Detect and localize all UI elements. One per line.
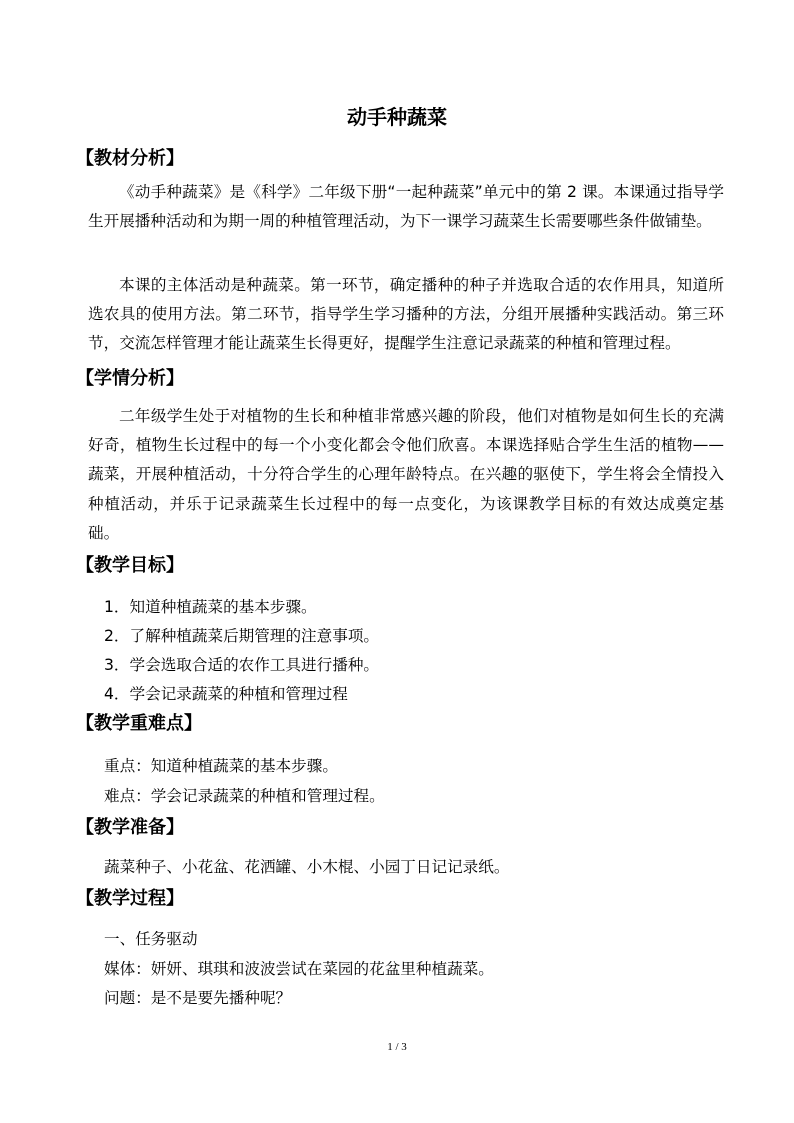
process-step: 一、任务驱动 bbox=[104, 930, 198, 948]
goal-item-3: 3．学会选取合适的农作工具进行播种。 bbox=[104, 656, 380, 674]
learners-paragraph: 二年级学生处于对植物的生长和种植非常感兴趣的阶段，他们对植物是如何生长的充满好奇，植物生长过程中的每一个小变化都会令他们欣喜。本课选择贴合学生生活的植物——蔬菜，开展种植活动，十分符合学生的心理年龄特点。在兴趣的驱使下，学生将会全情投入种植活动，并乐于记录蔬菜生长过程中的每一点变化，为该课教学目标的有效达成奠定基础。 bbox=[88, 407, 724, 542]
process-media: 媒体：妍妍、琪琪和波波尝试在菜园的花盆里种植蔬菜。 bbox=[104, 960, 494, 978]
materials-paragraph-2: 本课的主体活动是种蔬菜。第一环节，确定播种的种子并选取合适的农作用具，知道所选农具的使用方法。第二环节，指导学生学习播种的方法，分组开展播种实践活动。第三环节，交流怎样管理才能让蔬菜生长得更好，提醒学生注意记录蔬菜的种植和管理过程。 bbox=[88, 276, 724, 353]
materials-paragraph-1: 《动手种蔬菜》是《科学》二年级下册“一起种蔬菜”单元中的第 2 课。本课通过指导学生开展播种活动和为期一周的种植管理活动，为下一课学习蔬菜生长需要哪些条件做铺垫。 bbox=[88, 183, 724, 231]
section-heading-process: 【教学过程】 bbox=[76, 888, 184, 909]
process-question: 问题：是不是要先播种呢？ bbox=[104, 989, 292, 1007]
key-point-text: 重点：知道种植蔬菜的基本步骤。 bbox=[104, 757, 338, 775]
goal-item-4: 4．学会记录蔬菜的种植和管理过程 bbox=[104, 685, 348, 703]
section-heading-goals: 【教学目标】 bbox=[76, 555, 184, 576]
section-heading-materials: 【教材分析】 bbox=[76, 148, 184, 169]
document-title: 动手种蔬菜 bbox=[347, 105, 447, 129]
difficulty-text: 难点：学会记录蔬菜的种植和管理过程。 bbox=[104, 787, 385, 805]
preparation-text: 蔬菜种子、小花盆、花洒罐、小木棍、小园丁日记记录纸。 bbox=[104, 858, 510, 876]
goal-item-2: 2．了解种植蔬菜后期管理的注意事项。 bbox=[104, 627, 380, 645]
section-heading-preparation: 【教学准备】 bbox=[76, 817, 184, 838]
page-number: 1 / 3 bbox=[387, 1041, 407, 1053]
section-heading-learners: 【学情分析】 bbox=[76, 368, 184, 389]
goal-item-1: 1．知道种植蔬菜的基本步骤。 bbox=[104, 598, 317, 616]
section-heading-key-points: 【教学重难点】 bbox=[76, 713, 202, 734]
